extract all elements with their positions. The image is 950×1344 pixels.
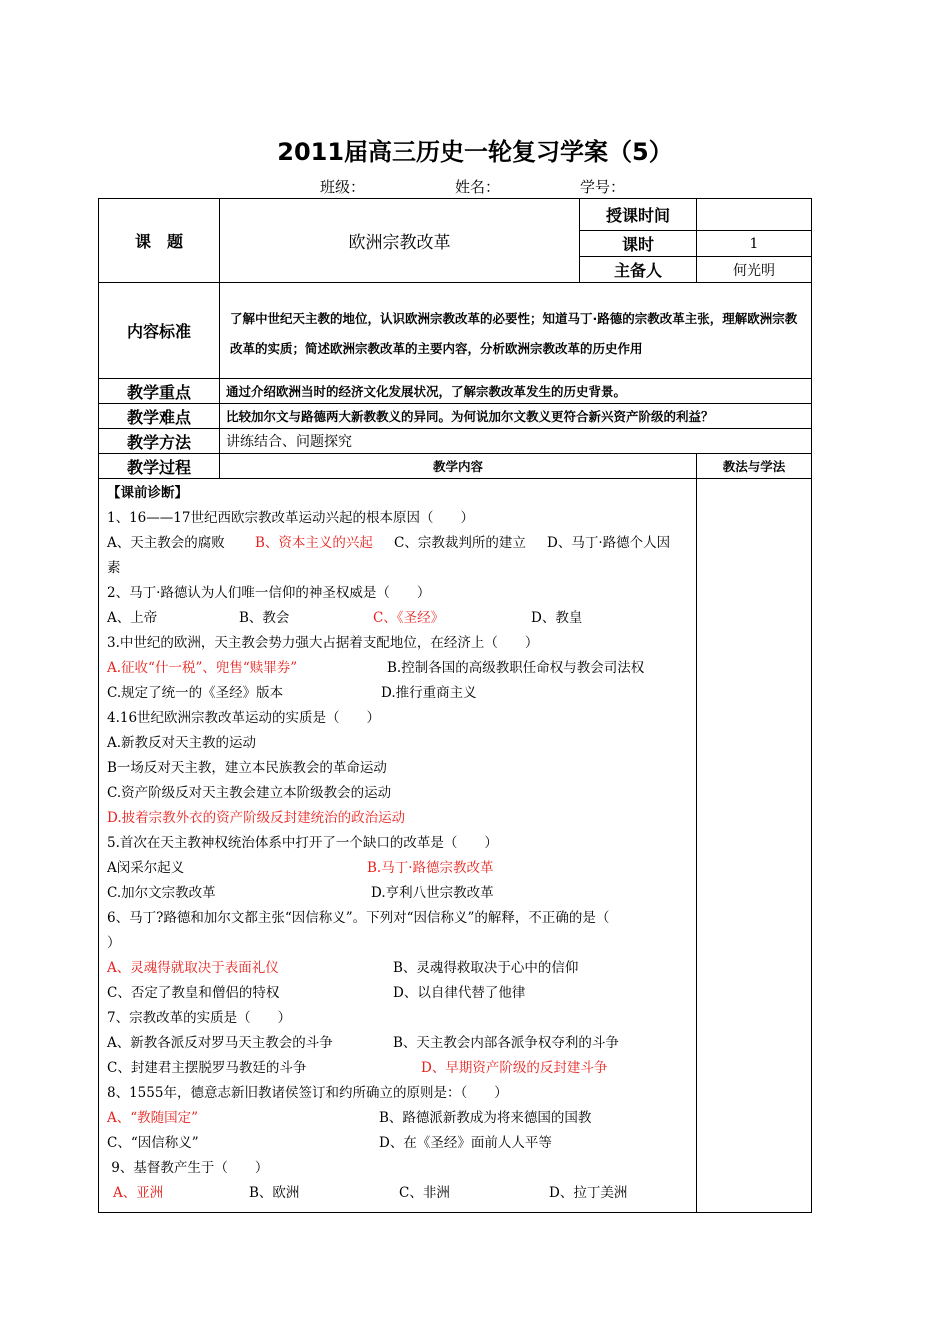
- lesson-plan-table: [98, 198, 812, 1213]
- q8-question: 8、1555年，德意志新旧教诸侯签订和约所确立的原则是：（ ）: [107, 1085, 508, 1101]
- q6-options-cd: [107, 981, 692, 1006]
- q5-option-d: D.亨利八世宗教改革: [371, 885, 494, 901]
- preparer-value: 何光明: [697, 257, 812, 283]
- section-heading: 【课前诊断】: [107, 485, 188, 501]
- q9-option-a: A、亚洲: [113, 1185, 164, 1201]
- q8-options-cd: [107, 1131, 692, 1156]
- q6-question: 6、马丁?路德和加尔文都主张“因信称义”。下列对“因信称义”的解释，不正确的是（: [107, 910, 610, 926]
- topic-label: 课 题: [99, 199, 220, 283]
- q9-options: [107, 1181, 692, 1206]
- q6-option-a: A、灵魂得就取决于表面礼仪: [107, 960, 279, 976]
- q2-options: [107, 606, 692, 631]
- q5-option-a: A闵采尔起义: [107, 860, 185, 876]
- q9-option-c: C、非洲: [399, 1185, 450, 1201]
- q4-option-a: A.新教反对天主教的运动: [107, 735, 257, 751]
- key-points-label: 教学重点: [99, 379, 220, 404]
- difficulties-label: 教学难点: [99, 404, 220, 429]
- difficulties-text: 比较加尔文与路德两大新教教义的异同。为何说加尔文教义更符合新兴资产阶级的利益？: [220, 404, 812, 429]
- q1-question: 1、16——17世纪西欧宗教改革运动兴起的根本原因（ ）: [107, 510, 474, 526]
- q3-options-ab: [107, 656, 692, 681]
- q1-option-d-cont: 素: [107, 560, 121, 576]
- q6-question-cont: ）: [107, 935, 121, 951]
- q7-option-a: A、新教各派反对罗马天主教会的斗争: [107, 1035, 333, 1051]
- q2-option-b: B、教会: [239, 610, 290, 626]
- methods-text: 讲练结合、问题探究: [220, 429, 812, 454]
- q8-option-b: B、路德派新教成为将来德国的国教: [379, 1110, 592, 1126]
- q2-option-d: D、教皇: [531, 610, 583, 626]
- q7-options-cd: [107, 1056, 692, 1081]
- periods-value: 1: [697, 231, 812, 257]
- q7-option-c: C、封建君主摆脱罗马教廷的斗争: [107, 1060, 307, 1076]
- q7-option-d: D、早期资产阶级的反封建斗争: [421, 1060, 608, 1076]
- q3-option-c: C.规定了统一的《圣经》版本: [107, 685, 284, 701]
- q8-option-c: C、“因信称义”: [107, 1135, 199, 1151]
- q6-options-ab: [107, 956, 692, 981]
- q2-option-c: C、《圣经》: [373, 610, 445, 626]
- q9-question: 9、基督教产生于（ ）: [107, 1160, 269, 1176]
- content-body: [99, 479, 697, 1213]
- methods-label: 教学方法: [99, 429, 220, 454]
- q9-option-d: D、拉丁美洲: [549, 1185, 628, 1201]
- q4-option-b: B一场反对天主教，建立本民族教会的革命运动: [107, 760, 387, 776]
- student-id-label: 学号：: [580, 178, 626, 196]
- standards-text: 了解中世纪天主教的地位，认识欧洲宗教改革的必要性；知道马丁·路德的宗教改革主张，理解欧洲宗教改革的实质；简述欧洲宗教改革的主要内容，分析欧洲宗教改革的历史作用: [220, 283, 812, 379]
- q4-option-d: D.披着宗教外衣的资产阶级反封建统治的政治运动: [107, 810, 406, 826]
- q5-option-c: C.加尔文宗教改革: [107, 885, 216, 901]
- topic-value: 欧洲宗教改革: [220, 199, 580, 283]
- q3-options-cd: [107, 681, 692, 706]
- q1-option-a: A、天主教会的腐败: [107, 535, 225, 551]
- standards-label: 内容标准: [99, 283, 220, 379]
- q5-options-cd: [107, 881, 692, 906]
- q8-option-d: D、在《圣经》面前人人平等: [379, 1135, 552, 1151]
- q1-option-b: B、资本主义的兴起: [255, 535, 373, 551]
- q6-option-b: B、灵魂得救取决于心中的信仰: [393, 960, 579, 976]
- q8-option-a: A、“教随国定”: [107, 1110, 199, 1126]
- q8-options-ab: [107, 1106, 692, 1131]
- page-title: 2011届高三历史一轮复习学案（5）: [277, 138, 673, 166]
- q7-question: 7、宗教改革的实质是（ ）: [107, 1010, 292, 1026]
- q1-option-d: D、马丁·路德个人因: [547, 535, 671, 551]
- q3-option-d: D.推行重商主义: [381, 685, 477, 701]
- q6-option-d: D、以自律代替了他律: [393, 985, 526, 1001]
- q3-option-b: B.控制各国的高级教职任命权与教会司法权: [387, 660, 645, 676]
- key-points-text: 通过介绍欧洲当时的经济文化发展状况，了解宗教改革发生的历史背景。: [220, 379, 812, 404]
- q4-option-c: C.资产阶级反对天主教会建立本阶级教会的运动: [107, 785, 392, 801]
- q4-question: 4.16世纪欧洲宗教改革运动的实质是（ ）: [107, 710, 381, 726]
- method-header: 教法与学法: [697, 454, 812, 479]
- q7-option-b: B、天主教会内部各派争权夺利的斗争: [393, 1035, 619, 1051]
- method-notes-cell: [697, 479, 812, 1213]
- name-label: 姓名：: [455, 178, 501, 196]
- q3-question: 3.中世纪的欧洲，天主教会势力强大占据着支配地位，在经济上（ ）: [107, 635, 539, 651]
- class-time-label: 授课时间: [580, 199, 697, 231]
- q3-option-a: A.征收“什一税”、兜售“赎罪券”: [107, 660, 298, 676]
- preparer-label: 主备人: [580, 257, 697, 283]
- process-label: 教学过程: [99, 454, 220, 479]
- q5-question: 5.首次在天主教神权统治体系中打开了一个缺口的改革是（ ）: [107, 835, 498, 851]
- class-label: 班级：: [320, 178, 366, 196]
- q1-option-c: C、宗教裁判所的建立: [394, 535, 526, 551]
- q7-options-ab: [107, 1031, 692, 1056]
- q9-option-b: B、欧洲: [249, 1185, 300, 1201]
- q6-option-c: C、否定了教皇和僧侣的特权: [107, 985, 280, 1001]
- q2-question: 2、马丁·路德认为人们唯一信仰的神圣权威是（ ）: [107, 585, 431, 601]
- periods-label: 课时: [580, 231, 697, 257]
- class-time-value: [697, 199, 812, 231]
- q1-options: [107, 531, 692, 556]
- content-header: 教学内容: [220, 454, 697, 479]
- q2-option-a: A、上帝: [107, 610, 158, 626]
- q5-option-b: B.马丁·路德宗教改革: [367, 860, 494, 876]
- q5-options-ab: [107, 856, 692, 881]
